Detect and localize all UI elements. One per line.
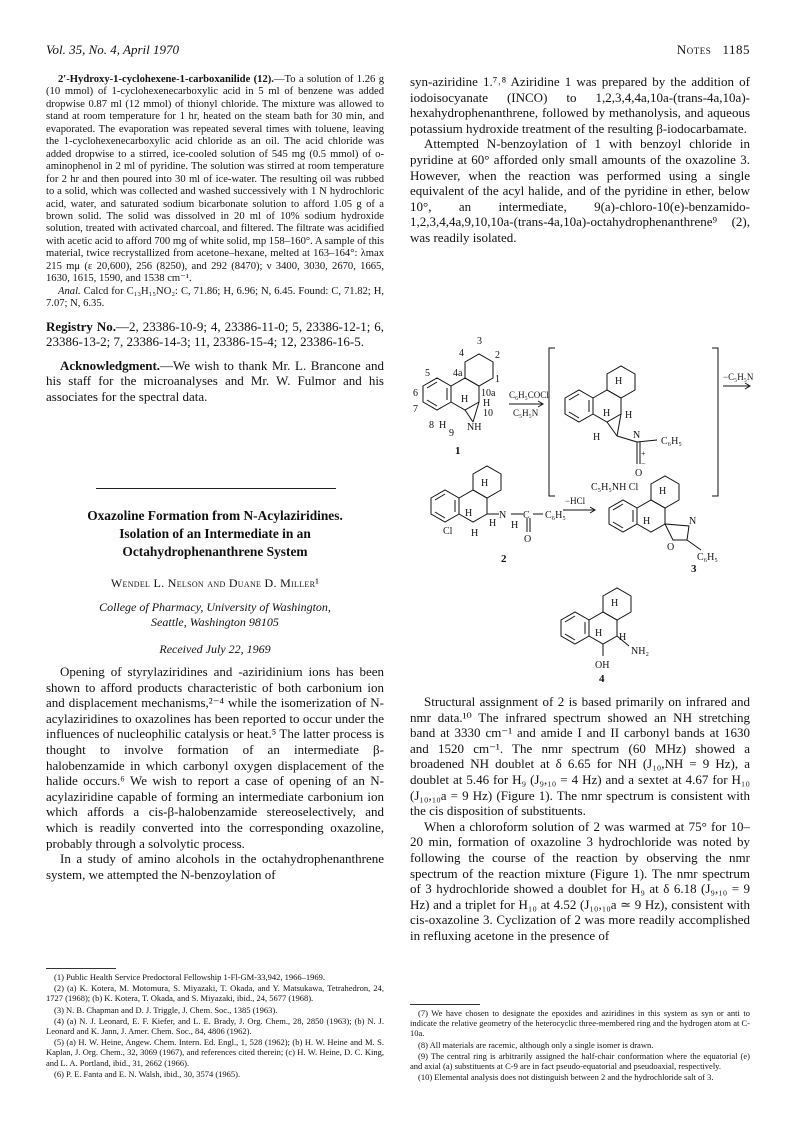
compound-1-cyclohexane-ring <box>465 354 493 386</box>
atom-number: 7 <box>413 404 418 415</box>
affiliation-line-1: College of Pharmacy, University of Washington, <box>99 600 331 614</box>
hydrogen-label: H <box>619 632 627 643</box>
ack-label: Acknowledgment. <box>60 357 161 373</box>
atom-number: 2 <box>495 350 500 361</box>
hydrogen-label: H <box>603 408 611 419</box>
hydrogen-label: H <box>611 598 619 609</box>
registry-label: Registry No. <box>46 318 117 334</box>
footnotes-right <box>410 1008 750 1083</box>
compound-3-oxazoline-ring <box>665 524 689 540</box>
hydrogen-label: H <box>489 518 497 529</box>
title-line-2: Isolation of an Intermediate in an <box>119 526 311 541</box>
journal-issue: Vol. 35, No. 4, April 1970 <box>46 42 180 57</box>
right-body-paragraph-1: Structural assignment of 2 is based primarily on infrared and nmr data.¹⁰ The infrared spectrum showed an NH stretching band at 3330 cm⁻¹ and amide I and II carbonyl bands at 1630 and 1520 cm⁻¹. The nmr spectrum (60 MHz) showed a broadened NH doublet at δ 6.65 for NH (J₁₀,NH = 9 Hz), a doublet at 5.46 for H₉ (J₉,₁₀ = 4 Hz) and a sextet at 4.67 for H₁₀ (J₁₀,₁₀a = 9 Hz) (Figure 1). The nmr spectrum is consistent with the cis disposition of substituents. <box>410 694 750 819</box>
article-title <box>46 507 384 561</box>
hydrogen-label: H <box>595 628 603 639</box>
hydrogen-label: H <box>439 420 447 431</box>
hydrogen-label: H <box>471 528 479 539</box>
experimental-heading: 2′-Hydroxy-1-cyclohexene-1-carboxanilide (12). <box>58 74 274 85</box>
plus-charge: + <box>641 449 646 458</box>
minus-hcl-label: −HCl <box>565 496 586 506</box>
right-body-paragraph-2: When a chloroform solution of 2 was warmed at 75° for 10–20 min, formation of oxazoline 3 hydrochloride was noted by following the course of the reaction by observing the nmr spectrum of the reaction mixture (Figure 1). The nmr spectrum of 3 hydrochloride showed a doublet for H₉ at δ 6.18 (J₉,₁₀ = 9 Hz) and a triplet for H₁₀ at 4.52 (J₁₀,₁₀a ≃ 9 Hz), consistent with cis-oxazoline 3. Cyclization of 2 was more readily accomplished in refluxing acetone in the presence of <box>410 818 750 943</box>
affiliation <box>46 600 384 630</box>
hydroxyl-label: OH <box>595 660 610 671</box>
body-paragraph-2: In a study of amino alcohols in the octahydrophenanthrene system, we attempted the N-benzoylation of <box>46 851 384 882</box>
oxygen-label: O <box>524 534 532 545</box>
atom-number: 4a <box>453 368 463 379</box>
experimental-paragraph <box>46 74 384 286</box>
phenyl-label: C₆H₅ <box>545 510 566 521</box>
compound-label-3: 3 <box>691 563 697 575</box>
phenyl-label: C₆H₅ <box>661 436 682 447</box>
n-label: N <box>499 510 507 521</box>
registry-numbers <box>46 319 384 350</box>
body-paragraph-1: Opening of styrylaziridines and -aziridinium ions has been shown to afford products characteristic of both carbonium ion and displacement mechanisms,²⁻⁴ while the isomerization of N-acylaziridines to oxazolines has been reported to occur under the influences of nucleophilic catalysis or heat.⁵ The latter process is thought to involve formation of an intermediate β-halobenzamide in which carbonyl oxygen displacement of the halide occurs.⁶ We wish to report a case of opening of an N-acylaziridine capable of forming an intermediate carbonium ion which affords a cis-β-halobenzamide stereoselectively, and which is readily converted into the corresponding oxazoline, probably through a solvolytic process. <box>46 664 384 851</box>
atom-number: 10a <box>481 388 496 399</box>
atom-number: 4 <box>459 348 464 359</box>
footnote: (7) We have chosen to designate the epoxides and aziridines in this system as syn or anti to indicate the relative geometry of the heterocyclic three-membered ring and the hydrogen atom at C-10a. <box>410 1008 750 1039</box>
footnote: (9) The central ring is arbitrarily assigned the half-chair conformation where the equatorial (e) and axial (a) substituents at C-9 are in fact pseudo-equatorial and pseudoaxial, respectively. <box>410 1050 750 1072</box>
hydrogen-label: H <box>615 376 623 387</box>
ack-text: —We wish to thank Mr. L. Brancone and his staff for the microanalyses and Mr. W. Fulmor and his associates for the spectral data. <box>46 357 384 404</box>
footnote: (2) (a) K. Kotera, M. Motomura, S. Miyazaki, T. Okada, and Y. Matsukawa, Tetrahedron, 24, 1727 (1968); (b) K. Kotera, T. Okada, and S. Miyazaki, ibid., 24, 5677 (1968). <box>46 983 384 1004</box>
amine-label: NH₂ <box>631 646 649 657</box>
right-paragraph-2: Attempted N-benzoylation of 1 with benzoyl chloride in pyridine at 60° afforded only small amounts of the oxazoline 3. However, when the reaction was performed using a single equivalent of the acyl halide, and of the pyridine in ether, below 10°, an intermediate, 9(a)-chloro-10(e)-benzamido-1,2,3,4,4a,9,10,10a-(trans-4a,10a)-octahydrophenanthrene⁹ (2), was readily isolated. <box>410 136 750 245</box>
left-column-top <box>46 74 384 405</box>
minus-charge: − <box>641 459 646 468</box>
acknowledgment <box>46 358 384 405</box>
footnote: (8) All materials are racemic, although only a single isomer is drawn. <box>418 1039 654 1050</box>
hydrogen-label: H <box>511 520 519 531</box>
carbon-label: C <box>523 510 530 521</box>
registry-text: —2, 23386-10-9; 4, 23386-11-0; 5, 23386-12-1; 6, 23386-13-2; 7, 23386-14-3; 11, 23386-15-4; 12, 23386-16-5. <box>46 318 384 350</box>
nh-label: NH <box>467 422 482 433</box>
reagent-benzoyl-chloride: C₆H₅COCl <box>509 390 549 400</box>
section-divider <box>96 488 336 489</box>
oxygen-label: O <box>667 542 675 553</box>
left-body <box>46 664 384 882</box>
hydrogen-label: H <box>593 432 601 443</box>
atom-number: 1 <box>495 374 500 385</box>
right-body <box>410 694 750 944</box>
atom-number: 3 <box>477 336 482 347</box>
footnote-rule-right <box>410 1004 480 1005</box>
n-label: N <box>633 430 641 441</box>
compound-3-central-ring <box>637 500 665 532</box>
article-authors: Wendel L. Nelson and Duane D. Miller¹ <box>110 576 320 590</box>
footnote: (5) (a) H. W. Heine, Angew. Chem. Intern. Ed. Engl., 1, 528 (1962); (b) H. W. Heine and M. S. Kaplan, J. Org. Chem., 32, 3069 (1967), and references cited therein; (c) H. W. Heine, D. C. King, and L. A. Portland, ibid., 31, 2662 (1966). <box>46 1037 384 1068</box>
page-number: 1185 <box>722 42 750 57</box>
footnote-rule-left <box>46 968 116 969</box>
right-column-top <box>410 74 750 246</box>
hydrogen-label: H <box>481 478 489 489</box>
title-line-1: Oxazoline Formation from N-Acylaziridines. <box>87 508 343 523</box>
hydrogen-label: H <box>659 486 667 497</box>
footnote: (4) (a) N. J. Leonard, E. F. Kiefer, and L. E. Brady, J. Org. Chem., 28, 2850 (1963); (b) N. J. Leonard and K. Jann, J. Amer. Chem. Soc., 84, 4806 (1962). <box>46 1015 384 1037</box>
hydrogen-label: H <box>643 516 651 527</box>
atom-number: 5 <box>425 368 430 379</box>
hydrogen-label: H <box>461 394 469 405</box>
footnote: (1) Public Health Service Predoctoral Fellowship 1-Fl-GM-33,942, 1966–1969. <box>54 972 326 982</box>
oxygen-label: O <box>635 468 643 479</box>
hydrogen-label: H <box>465 508 473 519</box>
compound-4-central-ring <box>589 612 617 644</box>
footnote: (3) N. B. Chapman and D. J. Triggle, J. Chem. Soc., 1385 (1963). <box>54 1004 278 1015</box>
pyridinium-chloride-label: C₅H₅NH Cl <box>591 482 639 493</box>
compound-label-1: 1 <box>455 445 461 457</box>
section-and-page <box>677 42 750 58</box>
compound-label-4: 4 <box>599 673 605 685</box>
atom-number: 6 <box>413 388 418 399</box>
atom-number: 9 <box>449 428 454 439</box>
chlorine-label: Cl <box>443 526 453 537</box>
hydrogen-label: H <box>483 398 491 409</box>
footnote: (6) P. E. Fanta and E. N. Walsh, ibid., 30, 3574 (1965). <box>54 1068 241 1079</box>
minus-pyridine-label: −C₅H₅N <box>723 372 754 382</box>
phenyl-label: C₆H₅ <box>697 552 718 563</box>
reaction-scheme <box>405 336 755 686</box>
affiliation-line-2: Seattle, Washington 98105 <box>151 615 279 629</box>
section-name: Notes <box>676 42 712 57</box>
compound-2-central-ring <box>459 490 487 522</box>
analysis-label: Anal. <box>58 285 81 297</box>
hydrogen-label: H <box>625 410 633 421</box>
atom-number: 8 <box>429 420 434 431</box>
reagent-pyridine: C₅H₅N <box>513 408 539 418</box>
analysis-text: Calcd for C₁₃H₁₅NO₂: C, 71.86; H, 6.96; N, 6.45. Found: C, 71.82; H, 7.07; N, 6.35. <box>46 285 384 310</box>
received-date: Received July 22, 1969 <box>159 642 271 656</box>
compound-label-2: 2 <box>501 553 507 565</box>
right-paragraph-1: syn-aziridine 1.⁷˒⁸ Aziridine 1 was prepared by the addition of iodoisocyanate (INCO) to 1,2,3,4,4a,10a-(trans-4a,10a)-hexahydrophenanthrene, followed by methanolysis, and aqueous potassium hydroxide treatment of the resulting β-iodocarbamate. <box>410 74 750 136</box>
analysis-paragraph <box>46 286 384 311</box>
atom-number: 10 <box>483 408 493 419</box>
n-label: N <box>689 516 697 527</box>
title-line-3: Octahydrophenanthrene System <box>122 544 308 559</box>
footnote: (10) Elemental analysis does not distinguish between 2 and the hydrochloride salt of 3. <box>418 1072 714 1083</box>
experimental-section <box>46 74 384 311</box>
experimental-text: —To a solution of 1.26 g (10 mmol) of 1-cyclohexenecarboxylic acid in 5 ml of benzene was added dropwise 0.87 ml (12 mmol) of thionyl chloride. The mixture was allowed to stand at room temperature for 1 hr, heated on the steam bath for 30 min, and evaporated. The evaporation was repeated several times with toluene, leaving the 1-cyclohexenecarboxylic acid chloride as an oil. The acid chloride was added dropwise to a stirred, ice-cooled solution of 545 mg (0.5 mmol) of o-aminophenol in 2 ml of pyridine. The solution was stirred at room temperature for 2 hr and then poured into 30 ml of ice-water. The resulting oil was rubbed to a solid, which was collected and washed successively with 1 N hydrochloric acid, water, and saturated sodium bicarbonate solution to afford 1.05 g of a brown solid. The solid was dissolved in 20 ml of 10% sodium hydroxide solution, treated with activated charcoal, and filtered. The filtrate was acidified with acetic acid to afford 700 mg of white solid, mp 158–160°. A sample of this material, twice recrystallized from acetone–hexane, melted at 163–164°: λmax 215 mμ (ε 20,600), 256 (8250), and 292 (8470); ν 3400, 3030, 2670, 1665, 1630, 1615, 1590, and 1538 cm⁻¹. <box>46 74 384 285</box>
footnotes-left <box>46 972 384 1080</box>
page-header <box>46 42 750 60</box>
